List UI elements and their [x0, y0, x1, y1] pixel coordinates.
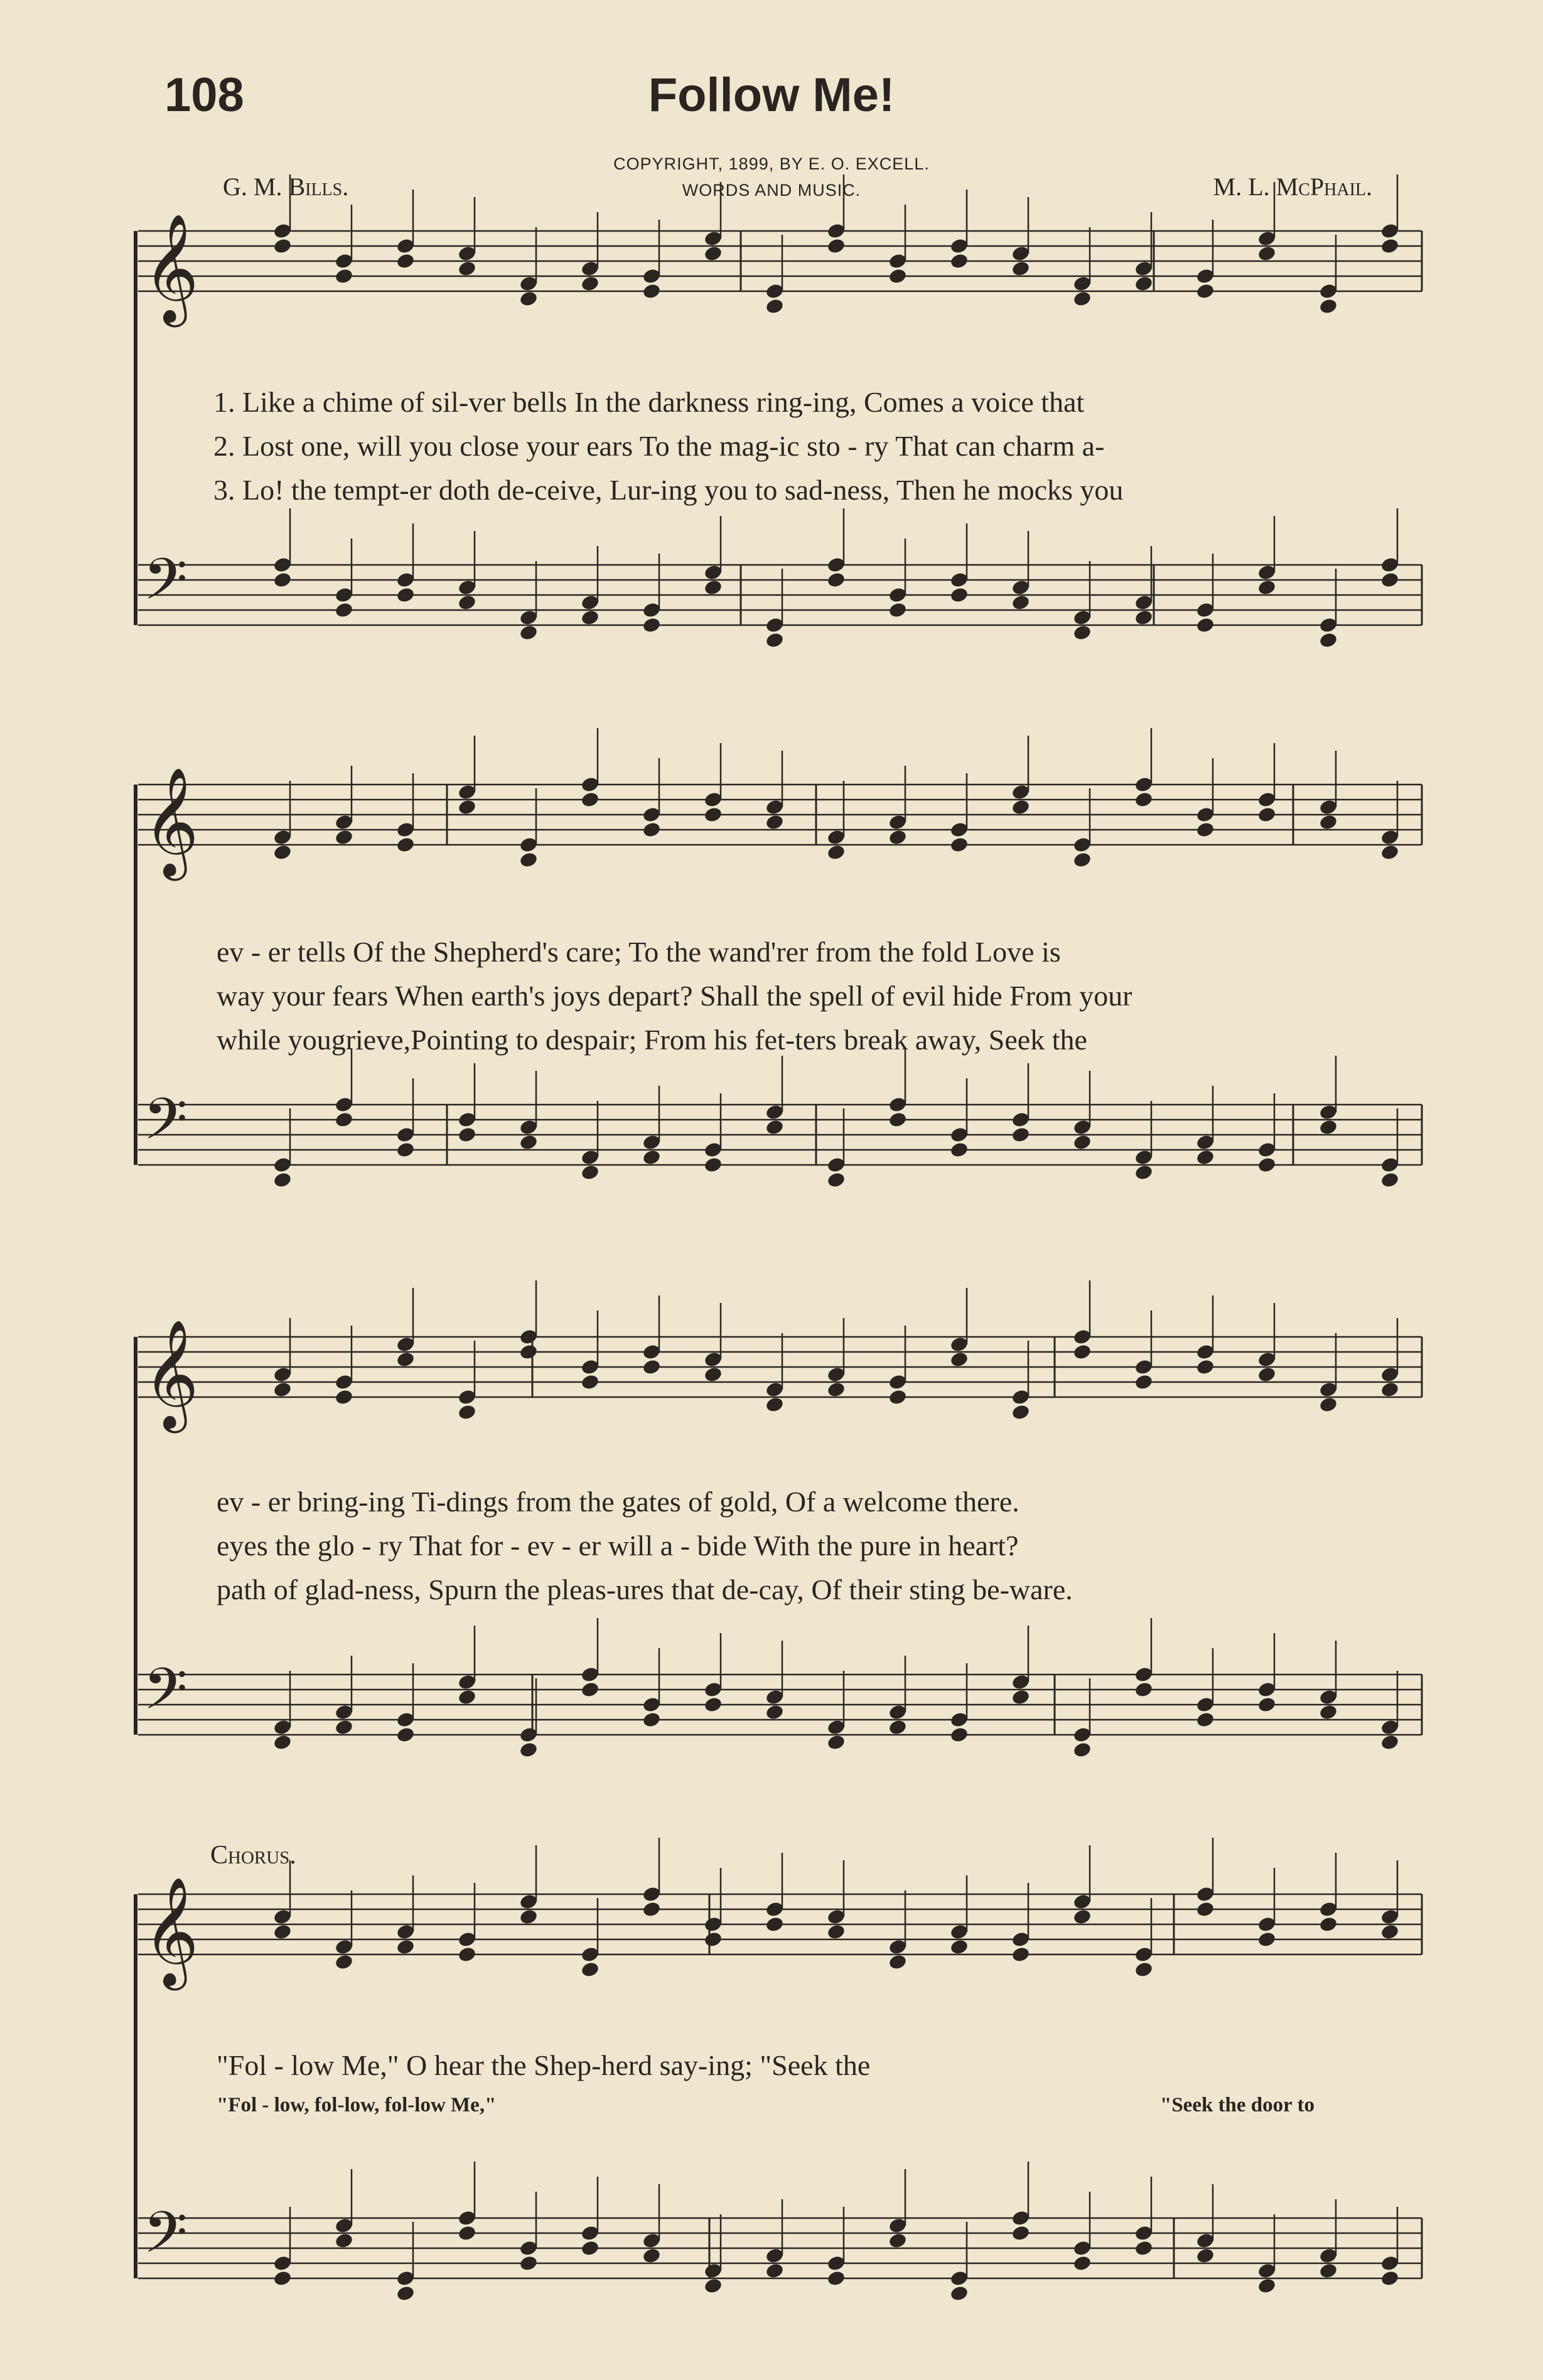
system-3-bass-note-head	[1318, 1703, 1338, 1721]
verse-3-line-1: 3. Lo! the tempt-er doth de-ceive, Lur-ing you to sad-ness, Then he mocks you	[213, 474, 1124, 506]
system-3-bass-note-head	[395, 1726, 415, 1744]
system-3-bass-note-head	[1072, 1741, 1092, 1759]
system-4-bass-note-head	[272, 2270, 292, 2287]
verse-2-line-1: 2. Lost one, will you close your ears To the mag-ic sto - ry That can charm a-	[213, 430, 1105, 462]
treble-clef-icon: 𝄞	[143, 1877, 199, 1986]
system-4-bass-note-head	[1380, 2270, 1399, 2287]
system-2-treble-note-head	[272, 844, 292, 861]
system-3-bass-note-head	[703, 1696, 723, 1713]
system-4-bass-note-head	[765, 2262, 784, 2280]
system-3-treble-note-head	[272, 1381, 292, 1398]
system-2-bass-note-head	[457, 1126, 476, 1144]
system-2-bass-note-head	[1072, 1134, 1092, 1151]
system-1-bass-note-head	[395, 586, 415, 604]
system-1-treble-note-head	[642, 282, 661, 300]
system-4-bass-note-head	[334, 2232, 353, 2249]
verse-1-line-1: 1. Like a chime of sil-ver bells In the darkness ring-ing, Comes a voice that	[213, 386, 1085, 418]
system-2-bass-note-head	[949, 1141, 969, 1159]
system-2-treble-note-head	[765, 813, 784, 831]
system-4-treble-note-head	[519, 1908, 538, 1926]
treble-clef-icon: 𝄞	[143, 1319, 199, 1429]
system-4-treble-note-head	[457, 1946, 476, 1963]
system-2-treble-note-head	[1011, 798, 1030, 816]
system-4-bass-note-head	[1072, 2254, 1092, 2272]
system-4-bass-note-head	[949, 2285, 969, 2302]
system-2-bass-note-head	[703, 1156, 723, 1174]
system-1-treble-note-head	[457, 260, 476, 277]
treble-clef-icon: 𝄞	[143, 213, 199, 323]
system-4-bass-note-head	[826, 2270, 846, 2287]
system-1-bass-note-head	[1195, 616, 1215, 634]
system-4-treble-note-head	[1134, 1961, 1153, 1978]
system-4-bass-note-head	[395, 2285, 415, 2302]
system-2-treble-note-head	[1134, 791, 1153, 808]
system-4-treble-note-head	[826, 1923, 846, 1941]
system-3-treble-note-head	[1257, 1366, 1276, 1383]
system-3-bass-note-head	[949, 1726, 969, 1744]
copyright-line-1: COPYRIGHT, 1899, BY E. O. EXCELL.	[613, 154, 930, 173]
system-1-bass-note-head	[703, 579, 723, 596]
system-4-treble-note-head	[949, 1938, 969, 1956]
system-1-bass-note-head	[580, 609, 599, 626]
system-1-treble-note-head	[1257, 245, 1276, 262]
system-1-treble-note-head	[395, 252, 415, 270]
system-2-bass-note-head	[272, 1171, 292, 1189]
system-2-treble-note-head	[457, 798, 476, 816]
system-2-bass-note-head	[519, 1134, 538, 1151]
system-2-bass-note-head	[334, 1111, 353, 1128]
system-4-treble-note-head	[1011, 1946, 1030, 1963]
system-1-treble-note-head	[949, 252, 969, 270]
system-2-bass-note-head	[765, 1118, 784, 1136]
system-4-bass-note-head	[1257, 2277, 1276, 2295]
system-2-treble-note-head	[949, 836, 969, 854]
system-1-treble-note-head	[580, 275, 599, 292]
system-2-bass-note-head	[1195, 1149, 1215, 1166]
system-1-treble-note-head	[703, 245, 723, 262]
system-2-bass-note-head	[642, 1149, 661, 1166]
system-4-bass-note-head	[888, 2232, 907, 2249]
system-2-bass-note-head	[1318, 1118, 1338, 1136]
system-2-treble-note-head	[1380, 844, 1399, 861]
hymn-title: Follow Me!	[648, 68, 895, 122]
verse-3-line-2: while yougrieve,Pointing to despair; From his fet-ters break away, Seek the	[217, 1024, 1087, 1056]
chorus-label: Chorus.	[210, 1841, 296, 1870]
system-2-bass-note-head	[1011, 1126, 1030, 1144]
system-2-treble-note-head	[888, 828, 907, 846]
system-2-bass-note-head	[826, 1171, 846, 1189]
system-1-bass-note-head	[949, 586, 969, 604]
system-1-treble-note-head	[1011, 260, 1030, 277]
system-1-bass-note-head	[334, 601, 353, 619]
system-2-treble-note-head	[1072, 851, 1092, 869]
system-1-treble-note-head	[888, 267, 907, 285]
system-4-treble-note-head	[395, 1938, 415, 1956]
system-3-bass-note-head	[457, 1688, 476, 1706]
system-3-treble-note-head	[457, 1403, 476, 1421]
system-3-bass-note-head	[272, 1734, 292, 1751]
system-4-treble-note-head	[765, 1916, 784, 1933]
system-1-treble-note-head	[1072, 290, 1092, 308]
system-3-bass-note-head	[888, 1718, 907, 1736]
treble-clef-icon: 𝄞	[143, 767, 199, 876]
system-3-treble-note-head	[1011, 1403, 1030, 1421]
words-credit: G. M. Bills.	[223, 173, 349, 201]
system-1-bass-note-head	[1072, 624, 1092, 641]
system-3-treble-note-head	[1195, 1358, 1215, 1376]
system-2-bass-note-head	[888, 1111, 907, 1128]
system-4-treble-note-head	[642, 1900, 661, 1918]
system-3-bass-note-head	[826, 1734, 846, 1751]
system-3-treble-note-head	[1134, 1373, 1153, 1391]
system-3-treble-note-head	[703, 1366, 723, 1383]
system-1-bass-note-head	[1257, 579, 1276, 596]
system-4-treble-note-head	[1380, 1923, 1399, 1941]
system-3-bass-note-head	[580, 1681, 599, 1698]
system-3-treble-note-head	[888, 1388, 907, 1406]
system-2-bass-note-head	[580, 1164, 599, 1181]
system-4-treble-note-head	[1072, 1908, 1092, 1926]
system-3-treble-note-head	[1380, 1381, 1399, 1398]
system-2-treble-note-head	[580, 791, 599, 808]
system-2-treble-note-head	[519, 851, 538, 869]
chorus-echo-left: "Fol - low, fol-low, fol-low Me,"	[217, 2094, 497, 2116]
verse-1-line-3: ev - er bring-ing Ti-dings from the gates of gold, Of a welcome there.	[217, 1486, 1019, 1518]
system-3-treble-note-head	[1072, 1343, 1092, 1361]
system-1-treble-note-head	[1134, 275, 1153, 292]
bass-clef-icon: 𝄢	[143, 1656, 188, 1736]
system-2-treble-note-head	[334, 828, 353, 846]
system-1-bass-note-head	[888, 601, 907, 619]
system-1-treble-note-head	[765, 298, 784, 315]
system-2-treble-note-head	[1318, 813, 1338, 831]
system-4-treble-note-head	[334, 1953, 353, 1971]
system-4-treble-note-head	[1257, 1931, 1276, 1948]
system-4-bass-note-head	[703, 2277, 723, 2295]
system-4-bass-note-head	[519, 2254, 538, 2272]
system-4-treble-note-head	[1318, 1916, 1338, 1933]
system-3-bass-note-head	[642, 1711, 661, 1729]
system-1-bass-note-head	[1011, 594, 1030, 611]
system-1-treble-note-head	[826, 237, 846, 255]
system-1-treble-note-head	[519, 290, 538, 308]
system-1-treble-note-head	[1318, 298, 1338, 315]
system-1-treble-note-head	[334, 267, 353, 285]
bass-clef-icon: 𝄢	[143, 1086, 188, 1166]
verse-1-line-2: ev - er tells Of the Shepherd's care; To the wand'rer from the fold Love is	[217, 936, 1061, 968]
verse-3-line-3: path of glad-ness, Spurn the pleas-ures that de-cay, Of their sting be-ware.	[217, 1573, 1073, 1605]
system-1-bass-note-head	[457, 594, 476, 611]
system-4-bass-note-head	[580, 2239, 599, 2257]
system-1-bass-note-head	[519, 624, 538, 641]
system-4-bass-note-head	[457, 2224, 476, 2242]
system-1-bass-note-head	[1318, 631, 1338, 649]
system-4-bass-note-head	[642, 2247, 661, 2265]
system-1-bass-note-head	[765, 631, 784, 649]
system-4-bass-note-head	[1011, 2224, 1030, 2242]
system-1-treble-note-head	[272, 237, 292, 255]
system-2-treble-note-head	[642, 821, 661, 839]
bass-clef-icon: 𝄢	[143, 546, 188, 626]
bass-clef-icon: 𝄢	[143, 2199, 188, 2280]
system-3-treble-note-head	[334, 1388, 353, 1406]
system-3-treble-note-head	[519, 1343, 538, 1361]
system-2-bass-note-head	[395, 1141, 415, 1159]
system-3-treble-note-head	[580, 1373, 599, 1391]
system-4-treble-note-head	[888, 1953, 907, 1971]
system-4-treble-note-head	[1195, 1900, 1215, 1918]
chorus-echo-right: "Seek the door to	[1160, 2094, 1315, 2116]
system-1-treble-note-head	[1380, 237, 1399, 255]
system-3-treble-note-head	[826, 1381, 846, 1398]
chorus-lyric: "Fol - low Me," O hear the Shep-herd say-ing; "Seek the	[217, 2049, 871, 2081]
system-2-treble-note-head	[826, 844, 846, 861]
music-credit: M. L. McPhail.	[1213, 173, 1372, 201]
system-4-treble-note-head	[272, 1923, 292, 1941]
system-3-treble-note-head	[395, 1351, 415, 1368]
system-3-treble-note-head	[765, 1396, 784, 1413]
system-1-bass-note-head	[826, 571, 846, 589]
system-3-bass-note-head	[1257, 1696, 1276, 1713]
system-4-bass-note-head	[1318, 2262, 1338, 2280]
system-2-treble-note-head	[703, 806, 723, 823]
system-3-treble-note-head	[1318, 1396, 1338, 1413]
system-1-bass-note-head	[272, 571, 292, 589]
system-3-bass-note-head	[1134, 1681, 1153, 1698]
system-3-treble-note-head	[642, 1358, 661, 1376]
system-3-bass-note-head	[334, 1718, 353, 1736]
verse-2-line-2: way your fears When earth's joys depart? Shall the spell of evil hide From your	[217, 980, 1132, 1012]
page-number: 108	[164, 68, 244, 122]
system-3-bass-note-head	[765, 1703, 784, 1721]
verse-2-line-3: eyes the glo - ry That for - ev - er will a - bide With the pure in heart?	[217, 1530, 1019, 1562]
system-3-bass-note-head	[1380, 1734, 1399, 1751]
system-1-bass-note-head	[1380, 571, 1399, 589]
system-4-treble-note-head	[703, 1931, 723, 1948]
system-3-bass-note-head	[1011, 1688, 1030, 1706]
system-2-bass-note-head	[1257, 1156, 1276, 1174]
system-4-bass-note-head	[1195, 2247, 1215, 2265]
system-4-bass-note-head	[1134, 2239, 1153, 2257]
system-3-bass-note-head	[1195, 1711, 1215, 1729]
system-2-treble-note-head	[1257, 806, 1276, 823]
system-2-treble-note-head	[1195, 821, 1215, 839]
system-2-bass-note-head	[1134, 1164, 1153, 1181]
system-1-treble-note-head	[1195, 282, 1215, 300]
system-1-bass-note-head	[1134, 609, 1153, 626]
system-3-treble-note-head	[949, 1351, 969, 1368]
system-2-bass-note-head	[1380, 1171, 1399, 1189]
system-2-treble-note-head	[395, 836, 415, 854]
system-3-bass-note-head	[519, 1741, 538, 1759]
system-1-bass-note-head	[642, 616, 661, 634]
copyright-line-2: WORDS AND MUSIC.	[682, 181, 861, 200]
system-4-treble-note-head	[580, 1961, 599, 1978]
